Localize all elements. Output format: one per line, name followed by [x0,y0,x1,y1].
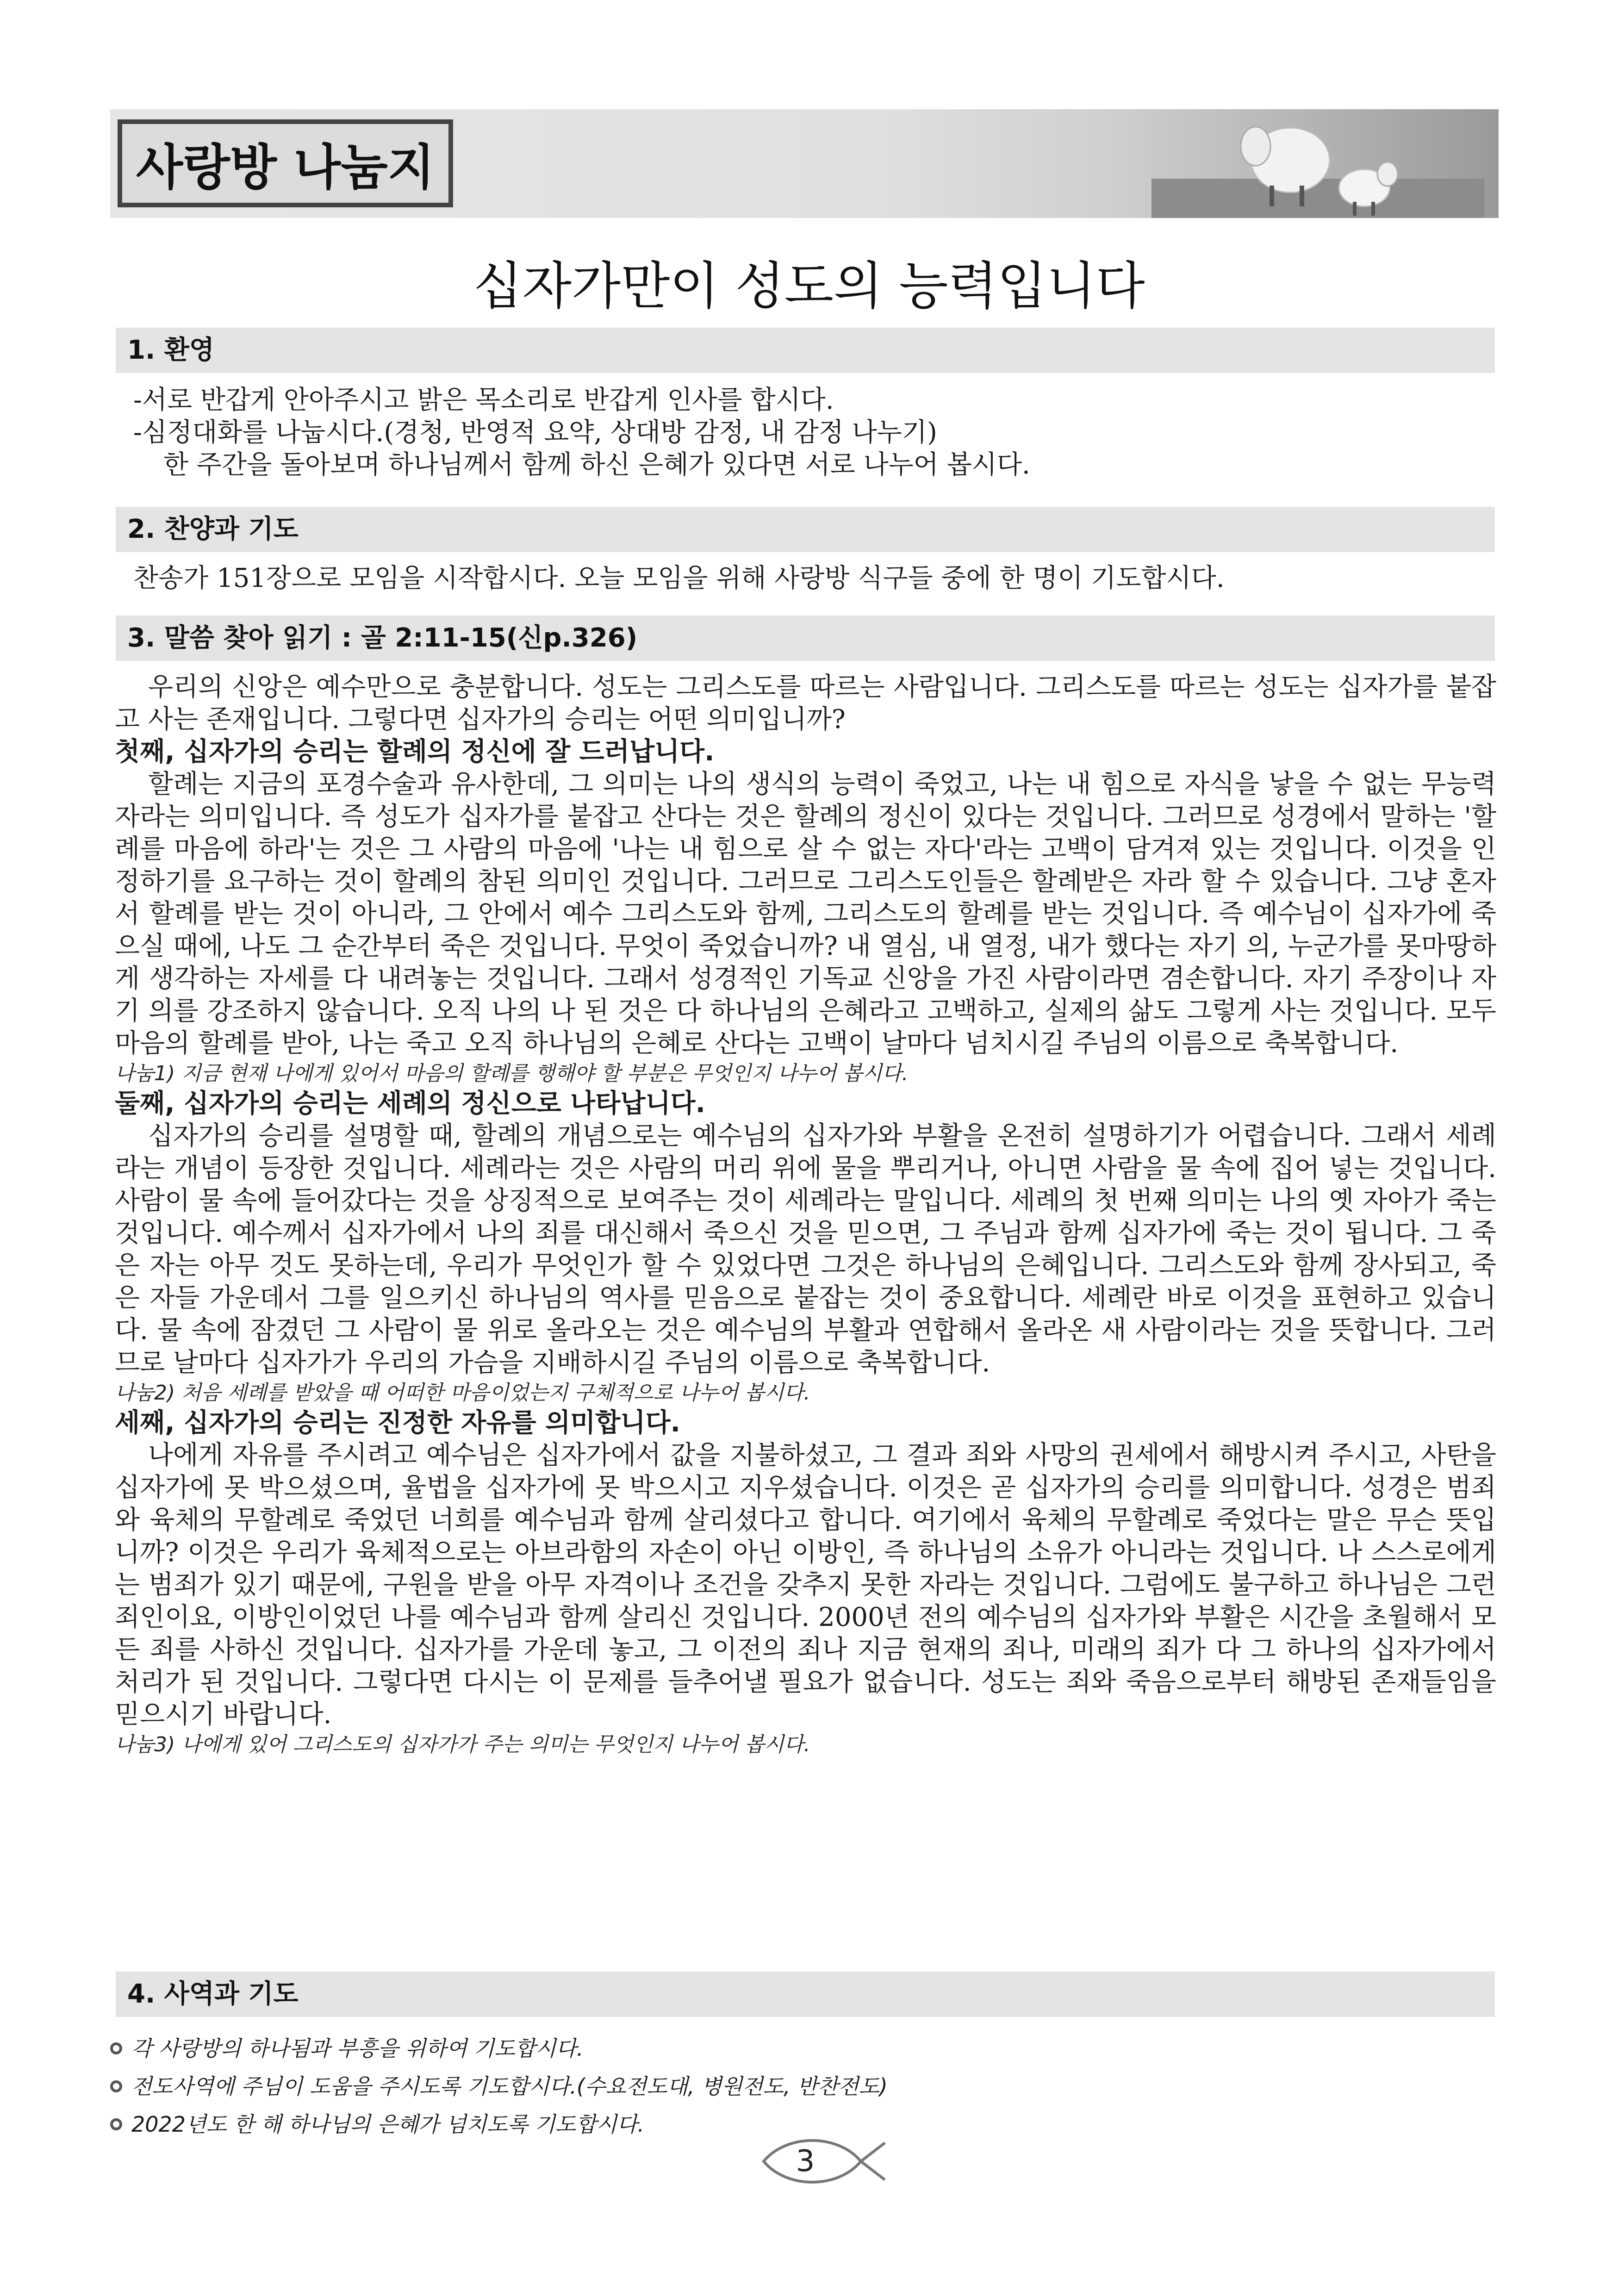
prayer-item-text: 각 사랑방의 하나됨과 부흥을 위하여 기도합시다. [131,2036,584,2061]
section-heading-ministry: 4. 사역과 기도 [116,1972,1495,2017]
prayer-list [110,2029,1494,2143]
prayer-item-text: 전도사역에 주님이 도움을 주시도록 기도합시다.(수요전도대, 병원전도, 반찬전도) [131,2074,888,2099]
section-heading-worship: 2. 찬양과 기도 [116,507,1495,552]
worship-line: 찬송가 151장으로 모임을 시작합시다. 오늘 모임을 위해 사랑방 식구들 중에 한 명이 기도합시다. [133,563,1225,593]
header-band [110,109,1499,218]
circle-bullet-icon [110,2042,122,2054]
welcome-line: 한 주간을 돌아보며 하나님께서 함께 하신 은혜가 있다면 서로 나누어 봅시다. [163,450,1030,480]
section-scripture-body [115,671,1496,1759]
section-worship-body [115,562,1496,595]
list-item [110,2067,1494,2105]
point3-paragraph: 나에게 자유를 주시려고 예수님은 십자가에서 값을 지불하셨고, 그 결과 죄와 사망의 권세에서 해방시켜 주시고, 사탄을 십자가에 못 박으셨으며, 율법을 십자가에 못 박으시고 지우셨습니다. 이것은 곧 십자가의 승리를 의미합니다. 성경은 범죄와 육체의 무할례로 죽었던 너희를 예수님과 함께 살리셨다고 합니다. 여기에서 육체의 무할례로 죽었다는 말은 무슨 뜻입니까? 이것은 우리가 육체적으로는 아브라함의 자손이 아닌 이방인, 즉 하나님의 소유가 아니라는 것입니다. 나 스스로에게는 범죄가 있기 때문에, 구원을 받을 아무 자격이나 조건을 갖추지 못한 자라는 것입니다. 그럼에도 불구하고 하나님은 그런 죄인이요, 이방인이었던 나를 예수님과 함께 살리신 것입니다. 2000년 전의 예수님의 십자가와 부활은 시간을 초월해서 모든 죄를 사하신 것입니다. 십자가를 가운데 놓고, 그 이전의 죄나 지금 현재의 죄나, 미래의 죄가 다 그 하나의 십자가에서 처리가 된 것입니다. 그렇다면 다시는 이 문제를 들추어낼 필요가 없습니다. 성도는 죄와 죽음으로부터 해방된 존재들임을 믿으시기 바랍니다. [115,1440,1497,1730]
section-heading-welcome: 1. 환영 [116,328,1495,373]
sharing-note-3: 나눔3) 나에게 있어 그리스도의 십자가가 주는 의미는 무엇인지 나누어 봅시다. [115,1733,810,1756]
sheep-photo-icon [1151,109,1485,218]
sharing-note-2: 나눔2) 처음 세례를 받았을 때 어떠한 마음이었는지 구체적으로 나누어 봅시다. [115,1381,810,1405]
intro-paragraph: 우리의 신앙은 예수만으로 충분합니다. 성도는 그리스도를 따르는 사람입니다. 그리스도를 따르는 성도는 십자가를 붙잡고 사는 존재입니다. 그렇다면 십자가의 승리는 어떤 의미입니까? [115,672,1496,734]
section-welcome-body [115,384,1496,481]
list-item [110,2029,1494,2067]
page-number: 3 [796,2144,815,2178]
point2-title: 둘째, 십자가의 승리는 세례의 정신으로 나타납니다. [115,1089,706,1119]
circle-bullet-icon [110,2080,122,2092]
point1-title: 첫째, 십자가의 승리는 할례의 정신에 잘 드러납니다. [115,737,715,767]
circle-bullet-icon [110,2118,122,2130]
section-badge: 사랑방 나눔지 [118,119,453,207]
welcome-line: -심정대화를 나눕시다.(경청, 반영적 요약, 상대방 감정, 내 감정 나누기) [133,417,937,448]
welcome-line: -서로 반갑게 안아주시고 밝은 목소리로 반갑게 인사를 합시다. [133,385,834,415]
section-heading-scripture: 3. 말씀 찾아 읽기 : 골 2:11-15(신p.326) [116,616,1495,661]
page-title: 십자가만이 성도의 능력입니다 [473,256,1145,316]
page-footer [759,2131,889,2191]
point3-title: 세째, 십자가의 승리는 진정한 자유를 의미합니다. [115,1408,680,1438]
prayer-item-text: 2022년도 한 해 하나님의 은혜가 넘치도록 기도합시다. [131,2112,645,2137]
sharing-note-1: 나눔1) 지금 현재 나에게 있어서 마음의 할례를 행해야 할 부분은 무엇인지 나누어 봅시다. [115,1062,909,1085]
point2-paragraph: 십자가의 승리를 설명할 때, 할례의 개념으로는 예수님의 십자가와 부활을 온전히 설명하기가 어렵습니다. 그래서 세례라는 개념이 등장한 것입니다. 세례라는 것은 사람의 머리 위에 물을 뿌리거나, 아니면 사람을 물 속에 집어 넣는 것입니다. 사람이 물 속에 들어갔다는 것을 상징적으로 보여주는 것이 세례라는 말입니다. 세례의 첫 번째 의미는 나의 옛 자아가 죽는 것입니다. 예수께서 십자가에서 나의 죄를 대신해서 죽으신 것을 믿으면, 그 주님과 함께 십자가에 죽는 것이 됩니다. 그 죽은 자는 아무 것도 못하는데, 우리가 무엇인가 할 수 있었다면 그것은 하나님의 은혜입니다. 그리스도와 함께 장사되고, 죽은 자들 가운데서 그를 일으키신 하나님의 역사를 믿음으로 붙잡는 것이 중요합니다. 세례란 바로 이것을 표현하고 있습니다. 물 속에 잠겼던 그 사람이 물 위로 올라오는 것은 예수님의 부활과 연합해서 올라온 새 사람이라는 것을 뜻합니다. 그러므로 날마다 십자가가 우리의 가슴을 지배하시길 주님의 이름으로 축복합니다. [115,1121,1496,1378]
point1-paragraph: 할례는 지금의 포경수술과 유사한데, 그 의미는 나의 생식의 능력이 죽었고, 나는 내 힘으로 자식을 낳을 수 없는 무능력자라는 의미입니다. 즉 성도가 십자가를 붙잡고 산다는 것은 할례의 정신이 있다는 것입니다. 그러므로 성경에서 말하는 '할례를 마음에 하라'는 것은 그 사람의 마음에 '나는 내 힘으로 살 수 없는 자다'라는 고백이 담겨져 있는 것입니다. 이것을 인정하기를 요구하는 것이 할례의 참된 의미인 것입니다. 그러므로 그리스도인들은 할례받은 자라 할 수 있습니다. 그냥 혼자서 할례를 받는 것이 아니라, 그 안에서 예수 그리스도와 함께, 그리스도의 할례를 받는 것입니다. 즉 예수님이 십자가에 죽으실 때에, 나도 그 순간부터 죽은 것입니다. 무엇이 죽었습니까? 내 열심, 내 열정, 내가 했다는 자기 의, 누군가를 못마땅하게 생각하는 자세를 다 내려놓는 것입니다. 그래서 성경적인 기독교 신앙을 가진 사람이라면 겸손합니다. 자기 주장이나 자기 의를 강조하지 않습니다. 오직 나의 나 된 것은 다 하나님의 은혜라고 고백하고, 실제의 삶도 그렇게 사는 것입니다. 모두 마음의 할례를 받아, 나는 죽고 오직 하나님의 은혜로 산다는 고백이 날마다 넘치시길 주님의 이름으로 축복합니다. [115,769,1496,1058]
